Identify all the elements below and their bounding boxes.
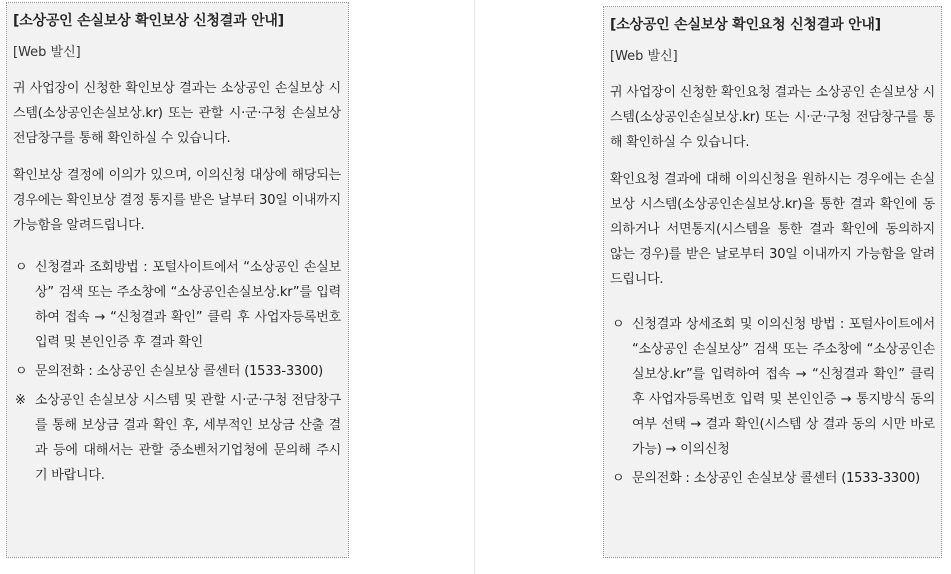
list-item-text: 신청결과 조회방법 : 포털사이트에서 “소상공인 손실보상” 검색 또는 주소창에 “소상공인손실보상.kr”를 입력하여 접속 → “신청결과 확인” 클릭 후 사업자등록번호 입력 및 본인인증 후 결과 확인 [35,260,341,350]
column-divider [474,0,475,574]
list-item [13,255,341,355]
bullet-marker: ㅇ [612,471,625,486]
list-item [610,312,935,462]
list-item [13,359,341,384]
list-item-text: 문의전화 : 소상공인 손실보상 콜센터 (1533-3300) [632,471,921,486]
notice-title: [소상공인 손실보상 확인보상 신청결과 안내] [13,13,284,29]
web-origin-tag: [Web 발신] [610,49,678,64]
notice-title: [소상공인 손실보상 확인요청 신청결과 안내] [610,17,881,33]
bullet-marker: ㅇ [15,364,28,379]
note-marker: ※ [15,393,26,408]
notice-box-confirm-request [603,6,942,558]
list-item-text: 신청결과 상세조회 및 이의신청 방법 : 포털사이트에서 “소상공인 손실보상” 검색 또는 주소창에 “소상공인손실보상.kr”를 입력하여 접속 → “신청결과 확인” 클릭 후 사업자등록번호 입력 및 본인인증 → 통지방식 동의 여부 선택 → 결과 확인(시스템 상 결과 동의 시만 바로 가능) → 이의신청 [632,317,935,457]
notice-box-confirm-compensation [6,2,349,558]
list-item [13,388,341,488]
list-item [610,466,935,491]
notice-paragraph: 귀 사업장이 신청한 확인요청 결과는 소상공인 손실보상 시스템(소상공인손실보상.kr) 또는 시·군·구청 전담창구를 통해 확인하실 수 있습니다. [610,85,935,150]
list-item-text: 문의전화 : 소상공인 손실보상 콜센터 (1533-3300) [35,364,324,379]
notice-paragraph: 확인요청 결과에 대해 이의신청을 원하시는 경우에는 손실보상 시스템(소상공인손실보상.kr)을 통한 결과 확인에 동의하거나 서면통지(시스템을 통한 결과 확인에 동의하지 않는 경우)를 받은 날로부터 30일 이내까지 가능함을 알려드립니다. [610,172,935,287]
web-origin-tag: [Web 발신] [13,45,81,60]
bullet-marker: ㅇ [15,260,28,275]
notice-paragraph: 귀 사업장이 신청한 확인보상 결과는 소상공인 손실보상 시스템(소상공인손실보상.kr) 또는 관할 시·군·구청 손실보상 전담창구를 통해 확인하실 수 있습니다. [13,81,341,146]
bullet-marker: ㅇ [612,317,625,332]
notice-paragraph: 확인보상 결정에 이의가 있으며, 이의신청 대상에 해당되는 경우에는 확인보상 결정 통지를 받은 날부터 30일 이내까지 가능함을 알려드립니다. [13,168,341,233]
list-item-text: 소상공인 손실보상 시스템 및 관할 시·군·구청 전담창구를 통해 보상금 결과 확인 후, 세부적인 보상금 산출 결과 등에 대해서는 관할 중소벤처기업청에 문의해 주시기 바랍니다. [35,393,341,483]
